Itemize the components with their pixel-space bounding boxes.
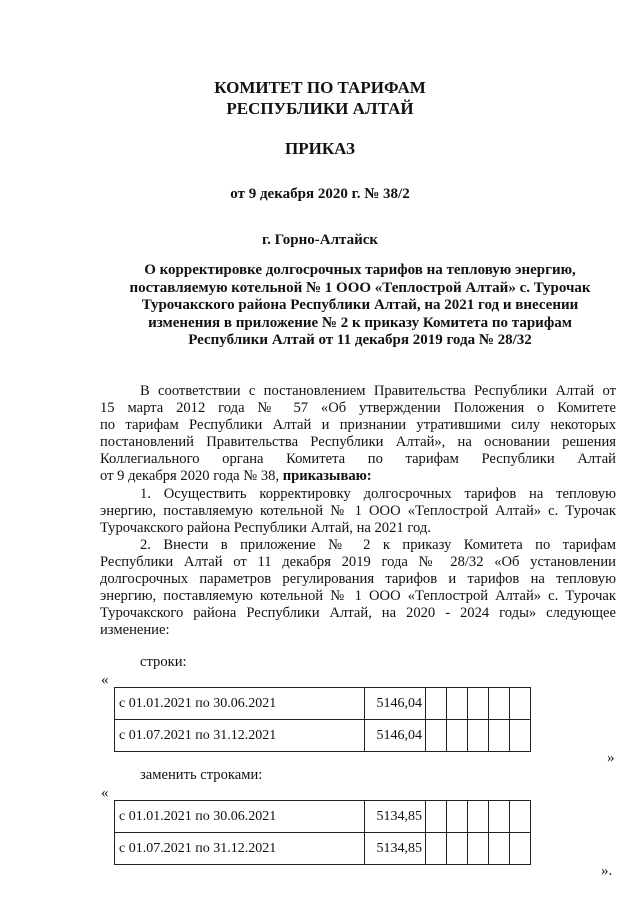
doc-date-number: от 9 декабря 2020 г. № 38/2: [230, 186, 410, 202]
empty-cell: [426, 801, 447, 833]
intro-line: Коллегиального органа Комитета по тарифам Республики Алтай: [100, 451, 616, 468]
item1-last-line: Турочакского района Республики Алтай, на 2021 год.: [100, 519, 431, 536]
empty-cell: [510, 833, 531, 865]
doc-title-line: поставляемую котельной № 1 ООО «Теплострой Алтай» с. Турочак: [129, 279, 591, 296]
period-cell: с 01.01.2021 по 30.06.2021: [115, 688, 365, 720]
empty-cell: [468, 801, 489, 833]
empty-cell: [426, 688, 447, 720]
empty-cell: [447, 801, 468, 833]
empty-cell: [510, 801, 531, 833]
empty-cell: [447, 688, 468, 720]
empty-cell: [510, 720, 531, 752]
table-row: [115, 833, 531, 865]
item2-line: Турочакского района Республики Алтай, на 2020 - 2024 годы» следующее: [100, 605, 616, 622]
old-open-quote: «: [101, 672, 109, 688]
tariff-value-cell: 5134,85: [365, 801, 426, 833]
table-row: [115, 720, 531, 752]
empty-cell: [447, 833, 468, 865]
empty-cell: [447, 720, 468, 752]
intro-line: по тарифам Республики Алтай и признании утратившими силу некоторых: [100, 417, 616, 434]
org-name-line2: РЕСПУБЛИКИ АЛТАЙ: [226, 99, 414, 118]
intro-line: 15 марта 2012 года № 57 «Об утверждении Положения о Комитете: [100, 400, 616, 417]
period-cell: с 01.07.2021 по 31.12.2021: [115, 833, 365, 865]
empty-cell: [426, 720, 447, 752]
old-close-quote: »: [607, 750, 615, 766]
empty-cell: [489, 833, 510, 865]
empty-cell: [468, 720, 489, 752]
item1-line: энергию, поставляемую котельной № 1 ООО «Теплострой Алтай» с. Турочак: [100, 502, 616, 519]
order-verb: приказываю:: [282, 468, 372, 485]
item1-line: 1. Осуществить корректировку долгосрочных тарифов на тепловую: [140, 485, 616, 502]
period-cell: с 01.01.2021 по 30.06.2021: [115, 801, 365, 833]
doc-title-line: О корректировке долгосрочных тарифов на тепловую энергию,: [144, 262, 576, 278]
item2-last-line: изменение:: [100, 622, 170, 639]
item2-line: энергию, поставляемую котельной № 1 ООО «Теплострой Алтай» с. Турочак: [100, 588, 616, 605]
table-row: [115, 801, 531, 833]
doc-type-heading: ПРИКАЗ: [285, 139, 355, 158]
new-open-quote: «: [101, 785, 109, 801]
doc-city: г. Горно-Алтайск: [261, 232, 379, 248]
empty-cell: [510, 688, 531, 720]
tariff-value-cell: 5134,85: [365, 833, 426, 865]
old-rows-label: строки:: [140, 654, 187, 670]
doc-title-line: изменения в приложение № 2 к приказу Комитета по тарифам: [148, 314, 572, 331]
intro-last-line: [100, 468, 616, 485]
doc-title-line: Турочакского района Республики Алтай, на 2021 год и внесении: [141, 297, 579, 314]
org-name-line1: КОМИТЕТ ПО ТАРИФАМ: [214, 78, 426, 97]
intro-line: В соответствии с постановлением Правительства Республики Алтай от: [140, 383, 616, 399]
item2-line: Республики Алтай от 11 декабря 2019 года № 28/32 «Об установлении: [100, 553, 616, 570]
new-rows-label: заменить строками:: [140, 767, 263, 783]
item2-line: 2. Внести в приложение № 2 к приказу Комитета по тарифам: [140, 536, 616, 553]
table-row: [115, 688, 531, 720]
intro-line: постановлений Правительства Республики Алтай», на основании решения: [100, 434, 616, 451]
old-tariff-table: [114, 687, 531, 752]
item2-line: долгосрочных параметров регулирования тарифов и тарифов на тепловую: [100, 571, 616, 588]
empty-cell: [468, 688, 489, 720]
tariff-value-cell: 5146,04: [365, 720, 426, 752]
empty-cell: [426, 833, 447, 865]
empty-cell: [489, 688, 510, 720]
new-close-quote: ».: [601, 863, 613, 879]
doc-title: [100, 262, 620, 350]
intro-last-plain: от 9 декабря 2020 года № 38,: [100, 468, 283, 485]
empty-cell: [468, 833, 489, 865]
period-cell: с 01.07.2021 по 31.12.2021: [115, 720, 365, 752]
empty-cell: [489, 720, 510, 752]
body-text: [100, 383, 616, 639]
empty-cell: [489, 801, 510, 833]
new-tariff-table: [114, 800, 531, 865]
doc-title-line: Республики Алтай от 11 декабря 2019 года № 28/32: [188, 332, 532, 349]
tariff-value-cell: 5146,04: [365, 688, 426, 720]
